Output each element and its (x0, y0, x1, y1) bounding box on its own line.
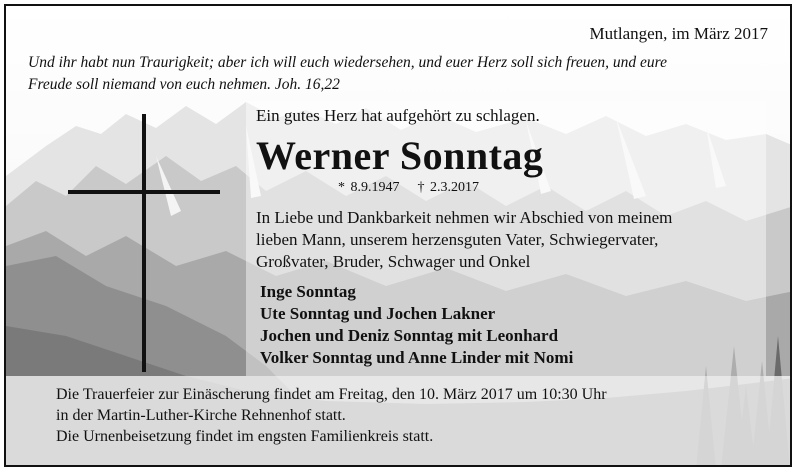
message-line: Großvater, Bruder, Schwager und Onkel (256, 252, 531, 271)
bible-verse-line: Freude soll niemand von euch nehmen. Joh. 16,22 (28, 76, 340, 93)
cross-symbol-vertical (142, 114, 146, 372)
mourner-name: Jochen und Deniz Sonntag mit Leonhard (260, 326, 559, 345)
mourner-name: Inge Sonntag (260, 282, 356, 301)
mourner-name: Ute Sonntag und Jochen Lakner (260, 304, 496, 323)
obituary-notice (4, 4, 792, 467)
place-date: Mutlangen, im März 2017 (589, 24, 768, 43)
ceremony-line: Die Trauerfeier zur Einäscherung findet am Freitag, den 10. März 2017 um 10:30 Uhr (56, 386, 607, 403)
ceremony-info (56, 384, 607, 447)
ceremony-line: Die Urnenbeisetzung findet im engsten Familienkreis statt. (56, 428, 434, 445)
cross-symbol-horizontal (68, 190, 220, 194)
ceremony-line: in der Martin-Luther-Kirche Rehnenhof statt. (56, 407, 346, 424)
message-line: lieben Mann, unserem herzensguten Vater, Schwiegervater, (256, 230, 659, 249)
message-line: In Liebe und Dankbarkeit nehmen wir Abschied von meinem (256, 208, 673, 227)
intro-line: Ein gutes Herz hat aufgehört zu schlagen. (256, 106, 540, 125)
mourners-list (260, 281, 573, 369)
farewell-message (256, 207, 672, 273)
life-dates (338, 180, 479, 196)
birth-date: * 8.9.1947 (338, 180, 400, 195)
bible-verse (28, 52, 768, 96)
death-date: † 2.3.2017 (417, 180, 479, 195)
deceased-name: Werner Sonntag (256, 133, 544, 178)
mourner-name: Volker Sonntag und Anne Linder mit Nomi (260, 348, 574, 367)
bible-verse-line: Und ihr habt nun Traurigkeit; aber ich will euch wiedersehen, und euer Herz soll sich freuen, und eure (28, 54, 668, 71)
